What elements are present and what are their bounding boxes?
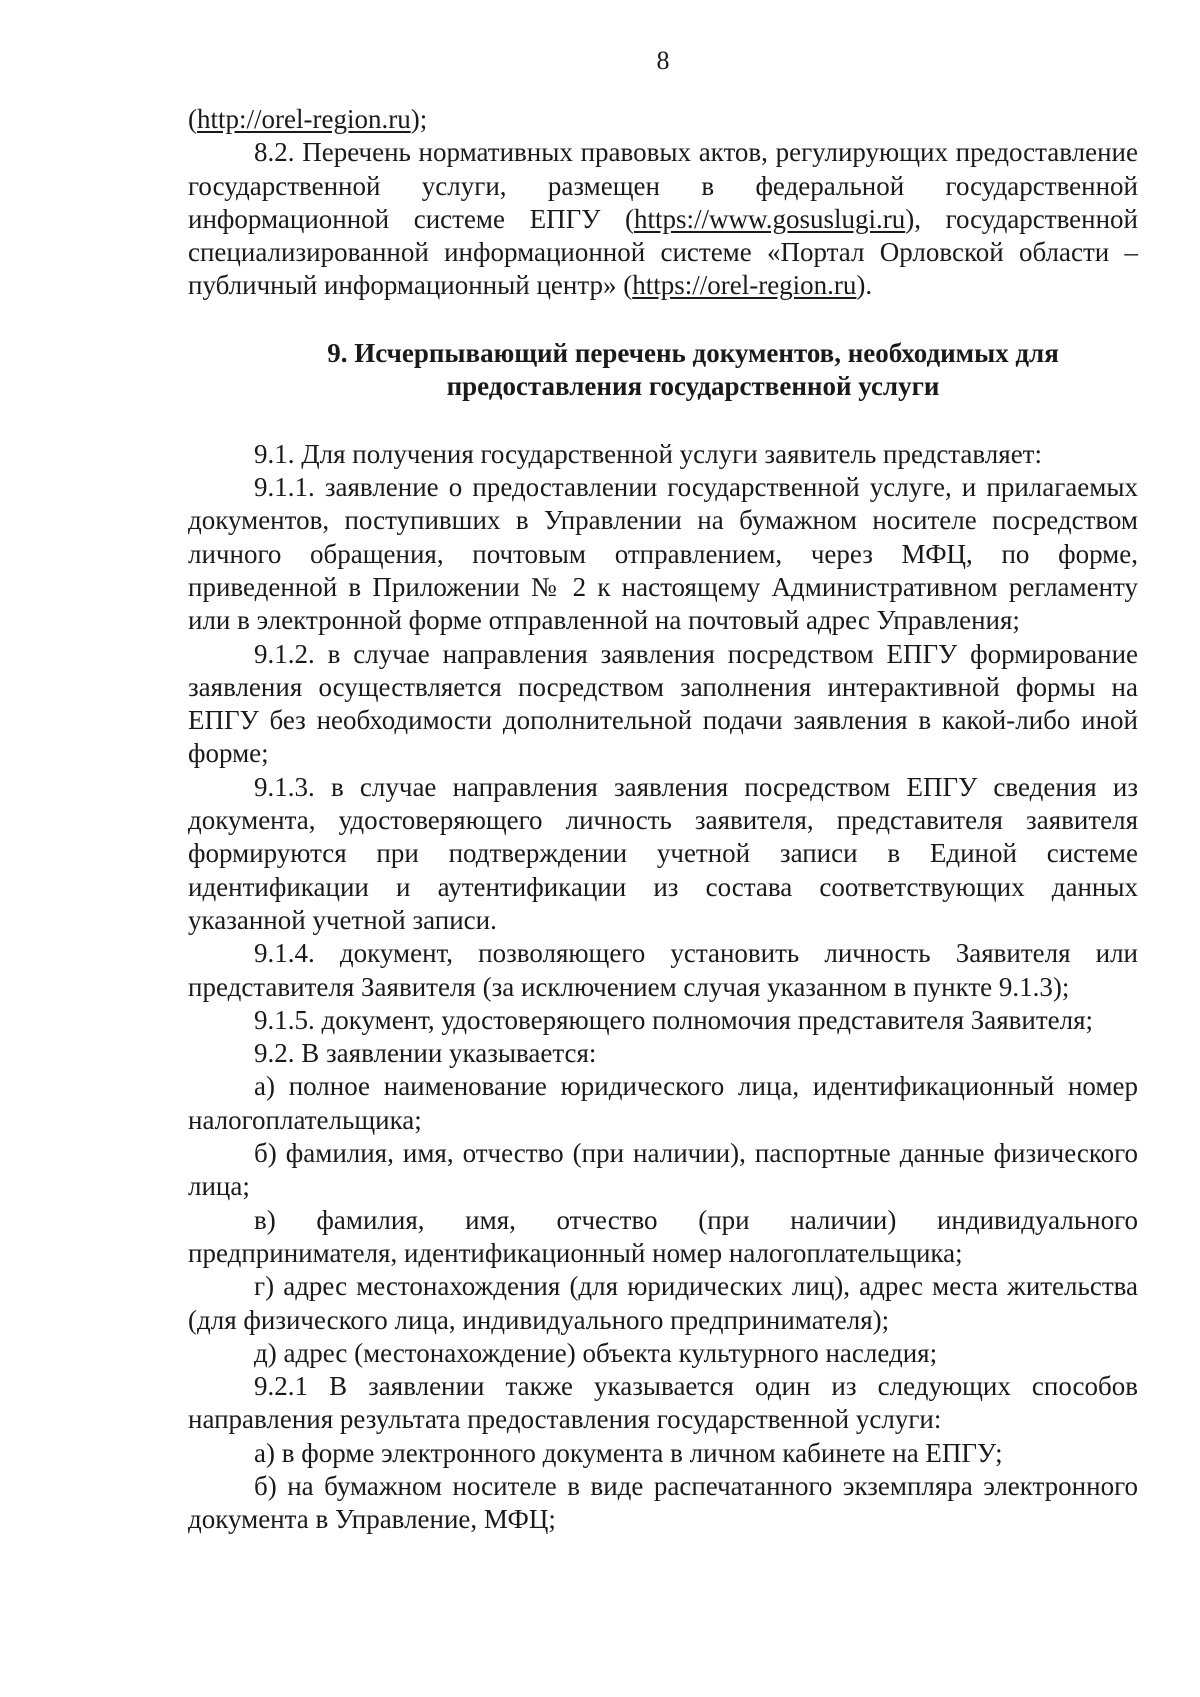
orel-region-https-link[interactable]: https://orel-region.ru (632, 270, 857, 301)
item-9-2: 9.2. В заявлении указывается: (254, 1038, 597, 1069)
item-9-1-5: 9.1.5. документ, удостоверяющего полномочия представителя Заявителя; (254, 1004, 1094, 1035)
item-9-1: 9.1. Для получения государственной услуги заявитель представляет: (254, 438, 1042, 469)
document-body (188, 103, 1138, 1537)
item-9-2-a: а) полное наименование юридического лица, идентификационный номер налогоплательщика; (188, 1071, 1138, 1135)
item-9-2-v: в) фамилия, имя, отчество (при наличии) индивидуального предпринимателя, идентификационный номер налогоплательщика; (188, 1204, 1138, 1268)
item-9-2-d: д) адрес (местонахождение) объекта культурного наследия; (254, 1337, 938, 1368)
item-9-2-1: 9.2.1 В заявлении также указывается один из следующих способов направления результата предоставления государственной услуги: (188, 1371, 1138, 1435)
item-9-1-3: 9.1.3. в случае направления заявления посредством ЕПГУ сведения из документа, удостоверяющего личность заявителя, представителя заявителя формируются при подтверждении учетной записи в Единой системе идентификации и аутентификации из состава соответствующих данных указанной учетной записи. (188, 771, 1138, 935)
paragraph-8-2: 8.2. Перечень нормативных правовых актов, регулирующих предоставление государственной услуги, размещен в федеральной государственной информационной системе ЕПГУ (https://www.gosuslugi.ru), государственной специализированной информационной системе «Портал Орловской области – публичный информационный центр» (https://orel-region.ru). (188, 137, 1139, 301)
orel-region-link[interactable]: http://orel-region.ru (197, 104, 411, 134)
item-9-1-2: 9.1.2. в случае направления заявления посредством ЕПГУ формирование заявления осуществляется посредством заполнения интерактивной формы на ЕПГУ без необходимости дополнительной подачи заявления в какой-либо иной форме; (188, 638, 1138, 769)
gosuslugi-link[interactable]: https://www.gosuslugi.ru (633, 203, 906, 234)
item-9-2-1-a: а) в форме электронного документа в личном кабинете на ЕПГУ; (254, 1437, 1003, 1468)
item-9-2-b: б) фамилия, имя, отчество (при наличии), паспортные данные физического лица; (188, 1138, 1138, 1202)
item-9-1-1: 9.1.1. заявление о предоставлении государственной услуге, и прилагаемых документов, поступивших в Управлении на бумажном носителе посредством личного обращения, почтовым отправлением, через МФЦ, по форме, приведенной в Приложении № 2 к настоящему Административном регламенту или в электронной форме отправленной на почтовый адрес Управления; (188, 472, 1138, 636)
section-heading: 9. Исчерпывающий перечень документов, необходимых для предоставления государственной услуги (327, 337, 1059, 401)
page-number: 8 (656, 46, 670, 75)
document-page (188, 0, 1138, 1697)
item-9-1-4: 9.1.4. документ, позволяющего установить личность Заявителя или представителя Заявителя (за исключением случая указанном в пункте 9.1.3); (188, 938, 1138, 1002)
item-9-2-1-b: б) на бумажном носителе в виде распечатанного экземпляра электронного документа в Управление, МФЦ; (188, 1470, 1138, 1535)
item-9-2-g: г) адрес местонахождения (для юридических лиц), адрес места жительства (для физического лица, индивидуального предпринимателя); (188, 1271, 1138, 1335)
paragraph-link-continuation: (http://orel-region.ru); (188, 104, 428, 134)
